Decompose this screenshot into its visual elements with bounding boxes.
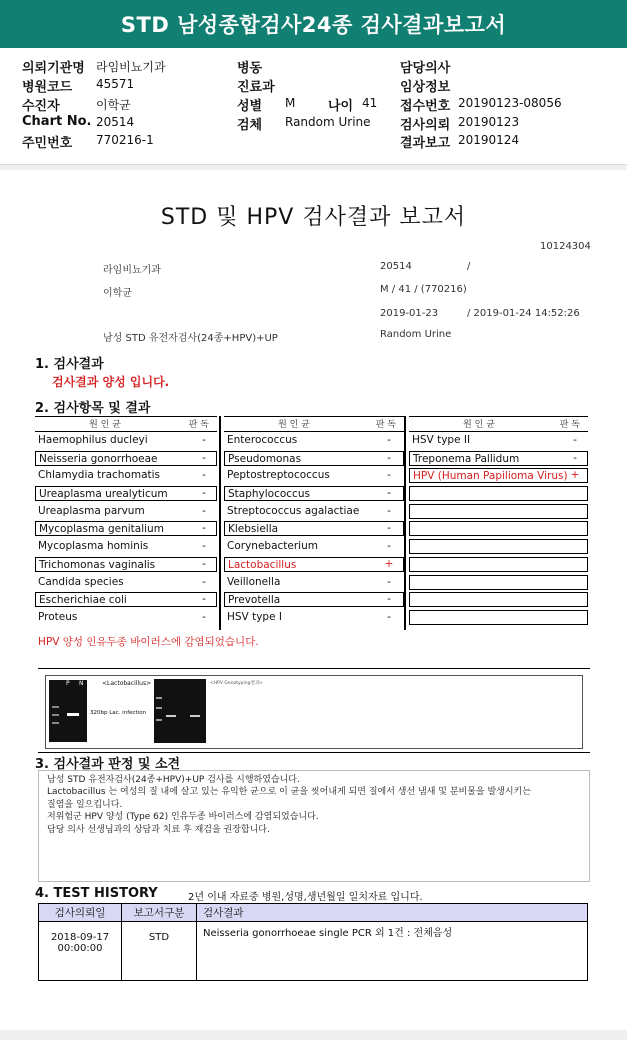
- history-date: 2018-09-17: [50, 932, 110, 943]
- column-header-pathogen: 원 인 균: [89, 420, 121, 430]
- history-result: Neisseria gonorrhoeae single PCR 외 1건 : 전체음성: [197, 922, 588, 981]
- table-row: [409, 591, 588, 609]
- specimen-label: 검체: [237, 118, 263, 133]
- table-row: [409, 485, 588, 503]
- gel-image-hpv: [154, 679, 206, 743]
- report-page: [0, 170, 627, 1030]
- report-title: STD 남성종합검사24종 검사결과보고서: [120, 13, 507, 37]
- table-row: [224, 432, 404, 450]
- reported-value: 20190124: [458, 133, 520, 147]
- table-row: [224, 574, 404, 592]
- clinical-label: 임상정보: [400, 80, 451, 95]
- gel-caption-hpv: <HPV Genotyping결과>: [210, 681, 263, 686]
- result-value: -: [202, 610, 206, 623]
- column-divider: [404, 416, 406, 630]
- chart-value: 20514: [96, 115, 135, 129]
- hospcode-label: 병원코드: [22, 80, 73, 95]
- age-label: 나이: [328, 99, 354, 114]
- pathogen-name: Ureaplasma parvum: [38, 504, 145, 517]
- opinion-line: 남성 STD 유전자검사(24종+HPV)+UP 검사를 시행하였습니다.: [47, 775, 300, 785]
- pathogen-name: Pseudomonas: [224, 451, 404, 466]
- table-row: [224, 609, 404, 627]
- column-header: [35, 416, 217, 432]
- pathogen-name: Chlamydia trachomatis: [38, 469, 161, 482]
- table-row: [39, 922, 588, 981]
- result-value: -: [202, 434, 206, 446]
- hpv-note: HPV 양성 인유두종 바이러스에 감염되었습니다.: [38, 636, 259, 648]
- history-time: 00:00:00: [57, 943, 103, 954]
- history-header-row: [39, 904, 588, 922]
- table-row: [35, 609, 217, 627]
- table-row: [35, 485, 217, 503]
- pathogen-name: HSV type I: [227, 610, 282, 623]
- pathogen-name: Corynebacterium: [227, 540, 318, 553]
- column-header-result: 판 독: [375, 420, 396, 430]
- pathogen-name: Mycoplasma genitalium: [35, 521, 217, 536]
- result-value: -: [387, 451, 391, 464]
- table-row: [35, 574, 217, 592]
- pathogen-name: Neisseria gonorrhoeae: [35, 451, 217, 466]
- table-row: [409, 538, 588, 556]
- table-row: [35, 432, 217, 450]
- result-value: -: [202, 540, 206, 553]
- table-row: [224, 450, 404, 468]
- table-row: [409, 574, 588, 592]
- result-value: -: [573, 434, 577, 446]
- table-row: [35, 503, 217, 521]
- opinion-line: Lactobacillus 는 여성의 질 내에 살고 있는 유익한 균으로 이 균을 씻어내게 되면 질에서 생선 냄새 및 분비물을 발생시키는: [47, 787, 531, 798]
- test-name: 남성 STD 유전자검사(24종+HPV)+UP: [103, 333, 278, 344]
- pathogen-name: [409, 592, 588, 607]
- result-value: +: [384, 557, 394, 570]
- gel-caption-lactobacillus: <Lactobacillus>: [102, 680, 152, 687]
- clinic-name: 라임비뇨기과: [103, 265, 161, 276]
- doctor-label: 담당의사: [400, 61, 451, 76]
- table-row: [35, 591, 217, 609]
- pathogen-name: [409, 521, 588, 536]
- positive-result: 검사결과 양성 입니다.: [52, 375, 170, 389]
- pathogen-name: Staphylococcus: [224, 486, 404, 501]
- specimen-value: Random Urine: [285, 115, 371, 129]
- pathogen-name: Haemophilus ducleyi: [38, 434, 148, 446]
- table-row: [409, 556, 588, 574]
- hospcode-value: 45571: [96, 77, 135, 91]
- pathogen-name: Candida species: [38, 575, 124, 588]
- doc-number: 10124304: [540, 241, 591, 252]
- chart-label: Chart No.: [22, 114, 92, 129]
- requested-value: 20190123: [458, 115, 520, 129]
- patient-label: 수진자: [22, 99, 60, 114]
- table-row: [224, 520, 404, 538]
- result-value: -: [202, 593, 206, 606]
- opinion-line: 담당 의사 선생님과의 상담과 치료 후 재검을 권장합니다.: [47, 824, 270, 835]
- table-row: [35, 450, 217, 468]
- table-row: [35, 467, 217, 485]
- section-4-heading: 4. TEST HISTORY: [35, 886, 158, 901]
- dept-label: 진료과: [237, 80, 275, 95]
- gel-lane-p: P: [66, 680, 70, 687]
- accession-value: 20190123-08056: [458, 96, 562, 110]
- result-column-3: [409, 416, 588, 627]
- result-column-1: [35, 416, 217, 627]
- pathogen-name: Proteus: [38, 610, 78, 623]
- result-value: -: [202, 557, 206, 570]
- pathogen-name: [409, 575, 588, 590]
- table-row: [224, 538, 404, 556]
- table-row: [409, 609, 588, 627]
- column-header: [409, 416, 588, 432]
- history-table: [38, 903, 588, 981]
- gel-band-label: 320bp Lac. infection: [90, 710, 147, 716]
- pathogen-name: [409, 557, 588, 572]
- pathogen-name: Peptostreptococcus: [227, 469, 330, 482]
- pathogen-name: Trichomonas vaginalis: [35, 557, 217, 572]
- table-row: [35, 556, 217, 574]
- specimen-type: Random Urine: [380, 329, 452, 340]
- rrn-value: 770216-1: [96, 133, 154, 147]
- table-row: [224, 591, 404, 609]
- age-value: 41: [362, 96, 378, 110]
- pathogen-name: Enterococcus: [227, 434, 298, 446]
- patient-value: 이학균: [96, 98, 131, 112]
- sex-label: 성별: [237, 99, 263, 114]
- pathogen-name: Treponema Pallidum: [409, 451, 588, 466]
- requested-label: 검사의뢰: [400, 118, 451, 133]
- table-row: [224, 485, 404, 503]
- pathogen-name: HSV type II: [412, 434, 471, 446]
- table-row: [409, 432, 588, 450]
- history-header-date: 검사의뢰일: [39, 904, 122, 922]
- result-value: -: [202, 504, 206, 517]
- column-header-pathogen: 원 인 균: [278, 420, 310, 430]
- result-value: -: [202, 487, 206, 500]
- pathogen-name: Mycoplasma hominis: [38, 540, 149, 553]
- report-title-bar: [0, 0, 627, 48]
- chart-number: 20514: [380, 261, 412, 272]
- gel-image-lactobacillus: [49, 680, 87, 742]
- date-from: 2019-01-23: [380, 308, 439, 319]
- result-value: -: [202, 575, 206, 588]
- result-value: -: [387, 522, 391, 535]
- table-row: [409, 450, 588, 468]
- pathogen-name: [409, 504, 588, 519]
- pathogen-name: Ureaplasma urealyticum: [35, 486, 217, 501]
- rrn-label: 주민번호: [22, 136, 73, 151]
- history-header-result: 검사결과: [197, 904, 588, 922]
- column-header-pathogen: 원 인 균: [463, 420, 495, 430]
- result-value: -: [387, 469, 391, 482]
- table-row: [35, 538, 217, 556]
- patient-info-panel: [0, 48, 627, 165]
- result-value: -: [387, 487, 391, 500]
- result-value: -: [202, 522, 206, 535]
- result-value: -: [387, 540, 391, 553]
- pathogen-name: [409, 486, 588, 501]
- date-to: / 2019-01-24 14:52:26: [467, 308, 580, 319]
- opinion-line: 질염을 일으킵니다.: [47, 799, 123, 810]
- result-value: -: [387, 434, 391, 446]
- patient-name: 이학균: [103, 288, 132, 299]
- result-value: -: [202, 451, 206, 464]
- sex-value: M: [285, 96, 296, 110]
- column-header-result: 판 독: [188, 420, 209, 430]
- patient-sex-age: M / 41 / (770216): [380, 284, 467, 295]
- result-value: -: [387, 610, 391, 623]
- accession-label: 접수번호: [400, 99, 451, 114]
- pathogen-name: [409, 539, 588, 554]
- gel-electrophoresis-image: [45, 675, 583, 749]
- history-date-cell: [39, 922, 122, 981]
- result-value: -: [202, 469, 206, 482]
- pathogen-name: Veillonella: [227, 575, 281, 588]
- pathogen-name: Prevotella: [224, 592, 404, 607]
- section-2-heading: 2. 검사항목 및 결과: [35, 401, 151, 416]
- table-row: [224, 556, 404, 574]
- result-value: +: [570, 469, 580, 482]
- result-value: -: [387, 575, 391, 588]
- reported-label: 결과보고: [400, 136, 451, 151]
- history-note: 2년 이내 자료중 병원,성명,생년월일 일치자료 입니다.: [188, 892, 423, 903]
- table-row: [409, 503, 588, 521]
- history-type: STD: [122, 922, 197, 981]
- table-row: [224, 503, 404, 521]
- pathogen-name: HPV (Human Papilioma Virus): [409, 468, 588, 483]
- pathogen-name: Streptococcus agalactiae: [227, 504, 360, 517]
- result-value: -: [573, 451, 577, 464]
- divider: [38, 668, 590, 669]
- institution-value: 라임비뇨기과: [96, 60, 166, 74]
- ward-label: 병동: [237, 61, 263, 76]
- column-header-result: 판 독: [559, 420, 580, 430]
- column-divider: [219, 416, 221, 630]
- section-1-heading: 1. 검사결과: [35, 357, 104, 372]
- institution-label: 의뢰기관명: [22, 61, 85, 76]
- pathogen-name: Lactobacillus: [224, 557, 404, 572]
- result-value: -: [387, 593, 391, 606]
- pathogen-name: Escherichiae coli: [35, 592, 217, 607]
- column-header: [224, 416, 404, 432]
- table-row: [224, 467, 404, 485]
- report-heading: STD 및 HPV 검사결과 보고서: [160, 205, 467, 230]
- pathogen-name: [409, 610, 588, 625]
- opinion-box: [38, 770, 590, 882]
- table-row: [35, 520, 217, 538]
- table-row: [409, 467, 588, 485]
- gel-lane-n: N: [79, 680, 84, 687]
- opinion-line: 저위험군 HPV 양성 (Type 62) 인유두종 바이러스에 감염되었습니다.: [47, 812, 319, 823]
- table-row: [409, 520, 588, 538]
- section-3-heading: 3. 검사결과 판정 및 소견: [35, 757, 181, 772]
- result-value: -: [387, 504, 391, 517]
- history-header-type: 보고서구분: [122, 904, 197, 922]
- chart-slash: /: [467, 261, 471, 272]
- pathogen-name: Klebsiella: [224, 521, 404, 536]
- result-column-2: [224, 416, 404, 627]
